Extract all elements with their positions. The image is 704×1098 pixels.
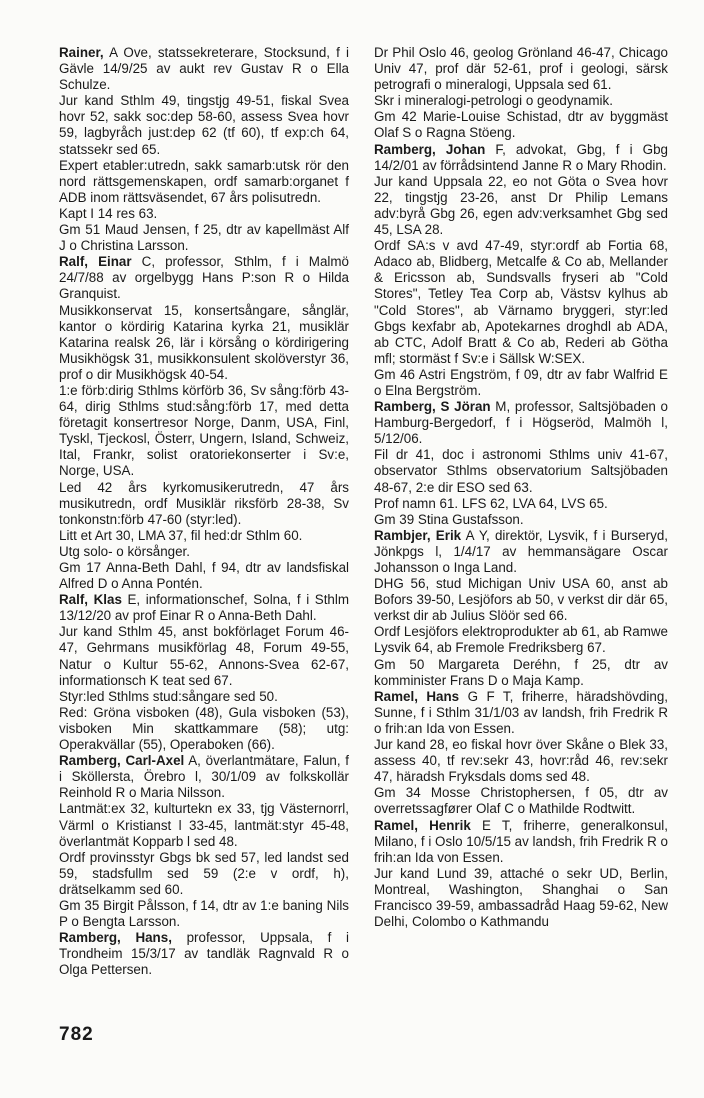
entry-headword: Ralf, Einar bbox=[59, 254, 132, 270]
biography-entry bbox=[374, 528, 668, 689]
entry-text: A Y, direktör, Lysvik, f i Burseryd, Jönkpgs l, 1/4/17 av hemmansägare Oscar Johansson o Inga Land. DHG 56, stud Michigan Univ USA 60, anst ab Bofors 39-50, Lesjöfors ab 50, v verkst dir där 65, verkst dir ab Julius Slöör sed 66. Ordf Lesjöfors elektroprodukter ab 61, ab Ramwe Lysvik 64, ab Fremole Fredriksberg 67. Gm 50 Margareta Deréhn, f 25, dtr av komminister Frans D o Maja Kamp. bbox=[374, 527, 669, 688]
entry-text: A Ove, statssekreterare, Stocksund, f i Gävle 14/9/25 av aukt rev Gustav R o Ella Schulze. Jur kand Sthlm 49, tingstjg 49-51, fiskal Svea hovr 52, sakk soc:dep 58-60, assess Svea hovr 59, lagbyråch just:dep 62 (tf 60), tf exp:ch 64, statssekr sed 65. Expert etabler:utredn, sakk samarb:utsk rör den nord rättsgemenskapen, ordf samarb:organet f ADB inom rättsväsendet, 67 års polisutredn. Kapt I 14 res 63. Gm 51 Maud Jensen, f 25, dtr av kapellmäst Alf J o Christina Larsson. bbox=[59, 45, 349, 254]
entry-headword: Ramberg, Carl-Axel bbox=[59, 753, 185, 769]
biography-entry bbox=[374, 45, 668, 142]
entry-text: G F T, friherre, häradshövding, Sunne, f i Sthlm 31/1/03 av landsh, frih Fredrik R o frih:an Ida von Essen. Jur kand 28, eo fiskal hovr över Skåne o Blek 33, assess 40, tf rev:sekr 43, hovr:råd 46, rev:sekr 47, häradsh Fryksdals doms sed 48. Gm 34 Mosse Christophersen, f 05, dtr av overretssagfører Olaf C o Mathilde Rodtwitt. bbox=[374, 688, 668, 817]
entry-text: A, överlantmätare, Falun, f i Sköllersta, Örebro l, 30/1/09 av folkskollär Reinhold R o Maria Nilsson. Lantmät:ex 32, kulturtekn ex 33, tjg Västernorrl, Värml o Kristianst l 33-45, lantmät:styr 45-48, överlantmät Kopparb l sed 48. Ordf provinsstyr Gbgs bk sed 57, led landst sed 59, stadsfullm sed 59 (2:e v ordf, h), drätselkamm sed 60. Gm 35 Birgit Pålsson, f 14, dtr av 1:e baning Nils P o Bengta Larsson. bbox=[59, 753, 350, 930]
entry-text: C, professor, Sthlm, f i Malmö 24/7/88 av orgelbygg Hans P:son R o Hilda Granquist. Musikkonservat 15, konsertsångare, sånglär, kantor o kördirig Katarina kyrka 21, musiklär Katarina realsk 26, lär i körsång o kördirigering Musikhögsk 31, musikkonsulent skolöverstyr 36, prof o dir Musikhögsk 40-54. 1:e förb:dirig Sthlms körförb 36, Sv sång:förb 43-64, dirig Sthlms stud:sång:förb 17, med detta företagit konsertresor Norge, Danm, USA, Finl, Tyskl, Tjeckosl, Österr, Ungern, Island, Schweiz, Ital, Frankr, solist oratoriekonserter i Sv:e, Norge, USA. Led 42 års kyrkomusikerutredn, 47 års musikutredn, ordf Musiklär riksförb 28-38, Sv tonkonstn:förb 47-60 (styr:led). Litt et Art 30, LMA 37, fil hed:dr Sthlm 60. Utg solo- o körsånger. Gm 17 Anna-Beth Dahl, f 94, dtr av landsfiskal Alfred D o Anna Pontén. bbox=[59, 254, 349, 592]
biography-entry bbox=[59, 45, 349, 254]
page-number: 782 bbox=[59, 1024, 94, 1045]
biography-entry bbox=[374, 142, 668, 400]
entry-text: M, professor, Saltsjöbaden o Hamburg-Bergedorf, f i Högseröd, Malmöh l, 5/12/06. Fil dr 41, doc i astronomi Sthlms univ 41-67, observator Sthlms observatorium Saltsjöbaden 48-67, 2:e dir ESO sed 63. Prof namn 61. LFS 62, LVA 64, LVS 65. Gm 39 Stina Gustafsson. bbox=[374, 399, 668, 527]
biography-entry bbox=[59, 753, 349, 930]
entry-headword: Rambjer, Erik bbox=[374, 527, 462, 543]
biography-entry bbox=[59, 254, 349, 592]
entry-headword: Ramberg, Hans, bbox=[59, 930, 172, 946]
entry-text: Dr Phil Oslo 46, geolog Grönland 46-47, Chicago Univ 47, prof där 52-61, prof i geologi, särsk petrografi o mineralogi, Uppsala sed 61. Skr i mineralogi-petrologi o geodynamik. Gm 42 Marie-Louise Schistad, dtr av byggmäst Olaf S o Ragna Stöeng. bbox=[374, 45, 668, 141]
right-column bbox=[374, 45, 668, 930]
left-column bbox=[59, 45, 349, 978]
entry-headword: Ramel, Henrik bbox=[374, 817, 471, 833]
biography-entry bbox=[59, 930, 349, 978]
biography-entry bbox=[374, 689, 668, 818]
entry-headword: Ramberg, Johan bbox=[374, 141, 486, 157]
biography-entry bbox=[374, 818, 668, 931]
entry-headword: Ralf, Klas bbox=[59, 592, 122, 608]
entry-text: E T, friherre, generalkonsul, Milano, f i Oslo 10/5/15 av landsh, frih Fredrik R o frih:an Ida von Essen. Jur kand Lund 39, attaché o sekr UD, Berlin, Montreal, Washington, Shanghai o San Francisco 39-59, ambassadråd Haag 59-62, New Delhi, Colombo o Kathmandu bbox=[374, 817, 669, 930]
biography-entry bbox=[374, 399, 668, 528]
entry-text: professor, Uppsala, f i Trondheim 15/3/17 av tandläk Ragnvald R o Olga Pettersen. bbox=[59, 930, 349, 978]
entry-text: F, advokat, Gbg, f i Gbg 14/2/01 av förrådsintend Janne R o Mary Rhodin. Jur kand Uppsala 22, eo not Göta o Svea hovr 22, tingstjg 23-26, anst Dr Philip Lemans adv:byrå Gbg 26, egen adv:verksamhet Gbg sed 45, LSA 28. Ordf SA:s v avd 47-49, styr:ordf ab Fortia 68, Adaco ab, Blidberg, Metcalfe & Co ab, Mellander & Ericsson ab, Sundsvalls fryseri ab "Cold Stores", Tetley Tea Corp ab, Västsv kylhus ab "Cold Stores", ab Värnamo bryggeri, styr:led Gbgs kexfabr ab, Apotekarnes droghdl ab ADA, ab CTC, Adolf Bratt & Co ab, Rederi ab Götha mfl; stormäst f Sv:e i Sällsk W:SEX. Gm 46 Astri Engström, f 09, dtr av fabr Walfrid E o Elna Bergström. bbox=[374, 141, 668, 398]
entry-headword: Ramberg, S Jöran bbox=[374, 399, 491, 415]
biography-entry bbox=[59, 592, 349, 753]
entry-text: E, informationschef, Solna, f i Sthlm 13/12/20 av prof Einar R o Anna-Beth Dahl. Jur kand Sthlm 45, anst bokförlaget Forum 46-47, Gehrmans musikförlag 48, Forum 49-55, Natur o Kultur 55-62, Annons-Svea 62-67, informationsch K teat sed 67. Styr:led Sthlms stud:sångare sed 50. Red: Gröna visboken (48), Gula visboken (53), visboken Min skattkammare (58); utg: Operakvällar (55), Operaboken (66). bbox=[59, 592, 349, 753]
entry-headword: Rainer, bbox=[59, 45, 104, 60]
entry-headword: Ramel, Hans bbox=[374, 688, 460, 704]
